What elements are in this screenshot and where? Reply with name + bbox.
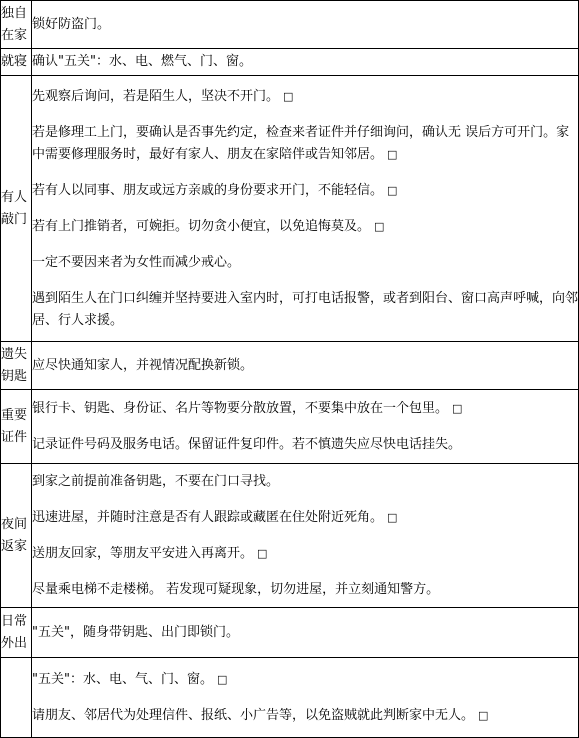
table-row (1, 658, 579, 738)
box-icon: □ (374, 219, 385, 233)
row-label: 夜间返家 (1, 464, 32, 608)
paragraph-text: 请朋友、邻居代为处理信件、报纸、小广告等，以免盗贼就此判断家中无人。 (32, 707, 475, 723)
row-label: 就寝 (1, 49, 32, 76)
paragraph (32, 180, 578, 202)
paragraph-text: 先观察后询问，若是陌生人，坚决不开门。 (32, 88, 280, 104)
paragraph (32, 398, 578, 420)
paragraph: "五关"，随身带钥匙、出门即锁门。 (32, 624, 239, 640)
row-content (32, 390, 579, 464)
table-row (1, 76, 579, 342)
paragraph: 到家之前提前准备钥匙，不要在门口寻找。 (32, 473, 280, 489)
paragraph: 锁好防盗门。 (32, 16, 111, 32)
table-row (1, 608, 579, 658)
box-icon: □ (387, 147, 398, 161)
row-label (1, 658, 32, 738)
paragraph: 一定不要因来者为女性而减少戒心。 (32, 254, 241, 270)
box-icon: □ (283, 89, 294, 103)
paragraph-text: 银行卡、钥匙、身份证、名片等物要分散放置，不要集中放在一个包里。 (32, 400, 449, 416)
table-row (1, 390, 579, 464)
paragraph-text: 若有上门推销者，可婉拒。切勿贪小便宜，以免追悔莫及。 (32, 218, 371, 234)
paragraph (32, 86, 578, 108)
paragraph-text: "五关"：水、电、气、门、窗。 (32, 671, 213, 687)
row-content (32, 658, 579, 738)
row-content (32, 49, 579, 76)
box-icon: □ (478, 708, 489, 722)
row-label: 日常外出 (1, 608, 32, 658)
row-label: 重要证件 (1, 390, 32, 464)
box-icon: □ (387, 183, 398, 197)
box-icon: □ (216, 672, 228, 686)
row-label: 独自在家 (1, 1, 32, 49)
row-label: 有人敲门 (1, 76, 32, 342)
paragraph: 记录证件号码及服务电话。保留证件复印件。若不慎遗失应尽快电话挂失。 (32, 436, 462, 452)
table-row (1, 464, 579, 608)
paragraph-text: 迅速进屋，并随时注意是否有人跟踪或藏匿在住处附近死角。 (32, 509, 384, 525)
paragraph-text: 若有人以同事、朋友或远方亲戚的身份要求开门，不能轻信。 (32, 182, 384, 198)
paragraph: 遇到陌生人在门口纠缠并坚持要进入室内时，可打电话报警，或者到阳台、窗口高声呼喊，向邻居、行人求援。 (32, 290, 579, 328)
box-icon: □ (387, 510, 398, 524)
row-label: 遗失钥匙 (1, 342, 32, 390)
paragraph-text: 若是修理工上门，要确认是否事先约定，检查来者证件并仔细询问，确认无 误后方可开门。家中需要修理服务时，最好有家人、朋友在家陪伴或告知邻居。 (32, 124, 570, 162)
paragraph: 应尽快通知家人，并视情况配换新锁。 (32, 357, 254, 373)
paragraph (32, 122, 578, 166)
box-icon: □ (257, 546, 268, 560)
paragraph: 确认"五关"：水、电、燃气、门、窗。 (32, 54, 252, 69)
paragraph (32, 216, 578, 238)
box-icon: □ (452, 401, 463, 415)
row-content (32, 1, 579, 49)
row-content (32, 342, 579, 390)
row-content (32, 76, 579, 342)
table-row (1, 342, 579, 390)
row-content (32, 608, 579, 658)
paragraph (32, 669, 578, 691)
table-row (1, 49, 579, 76)
table-row (1, 1, 579, 49)
paragraph (32, 705, 578, 727)
row-content (32, 464, 579, 608)
paragraph: 尽量乘电梯不走楼梯。 若发现可疑现象，切勿进屋，并立刻通知警方。 (32, 581, 440, 597)
paragraph (32, 543, 578, 565)
paragraph-text: 送朋友回家，等朋友平安进入再离开。 (32, 545, 254, 561)
paragraph (32, 507, 578, 529)
